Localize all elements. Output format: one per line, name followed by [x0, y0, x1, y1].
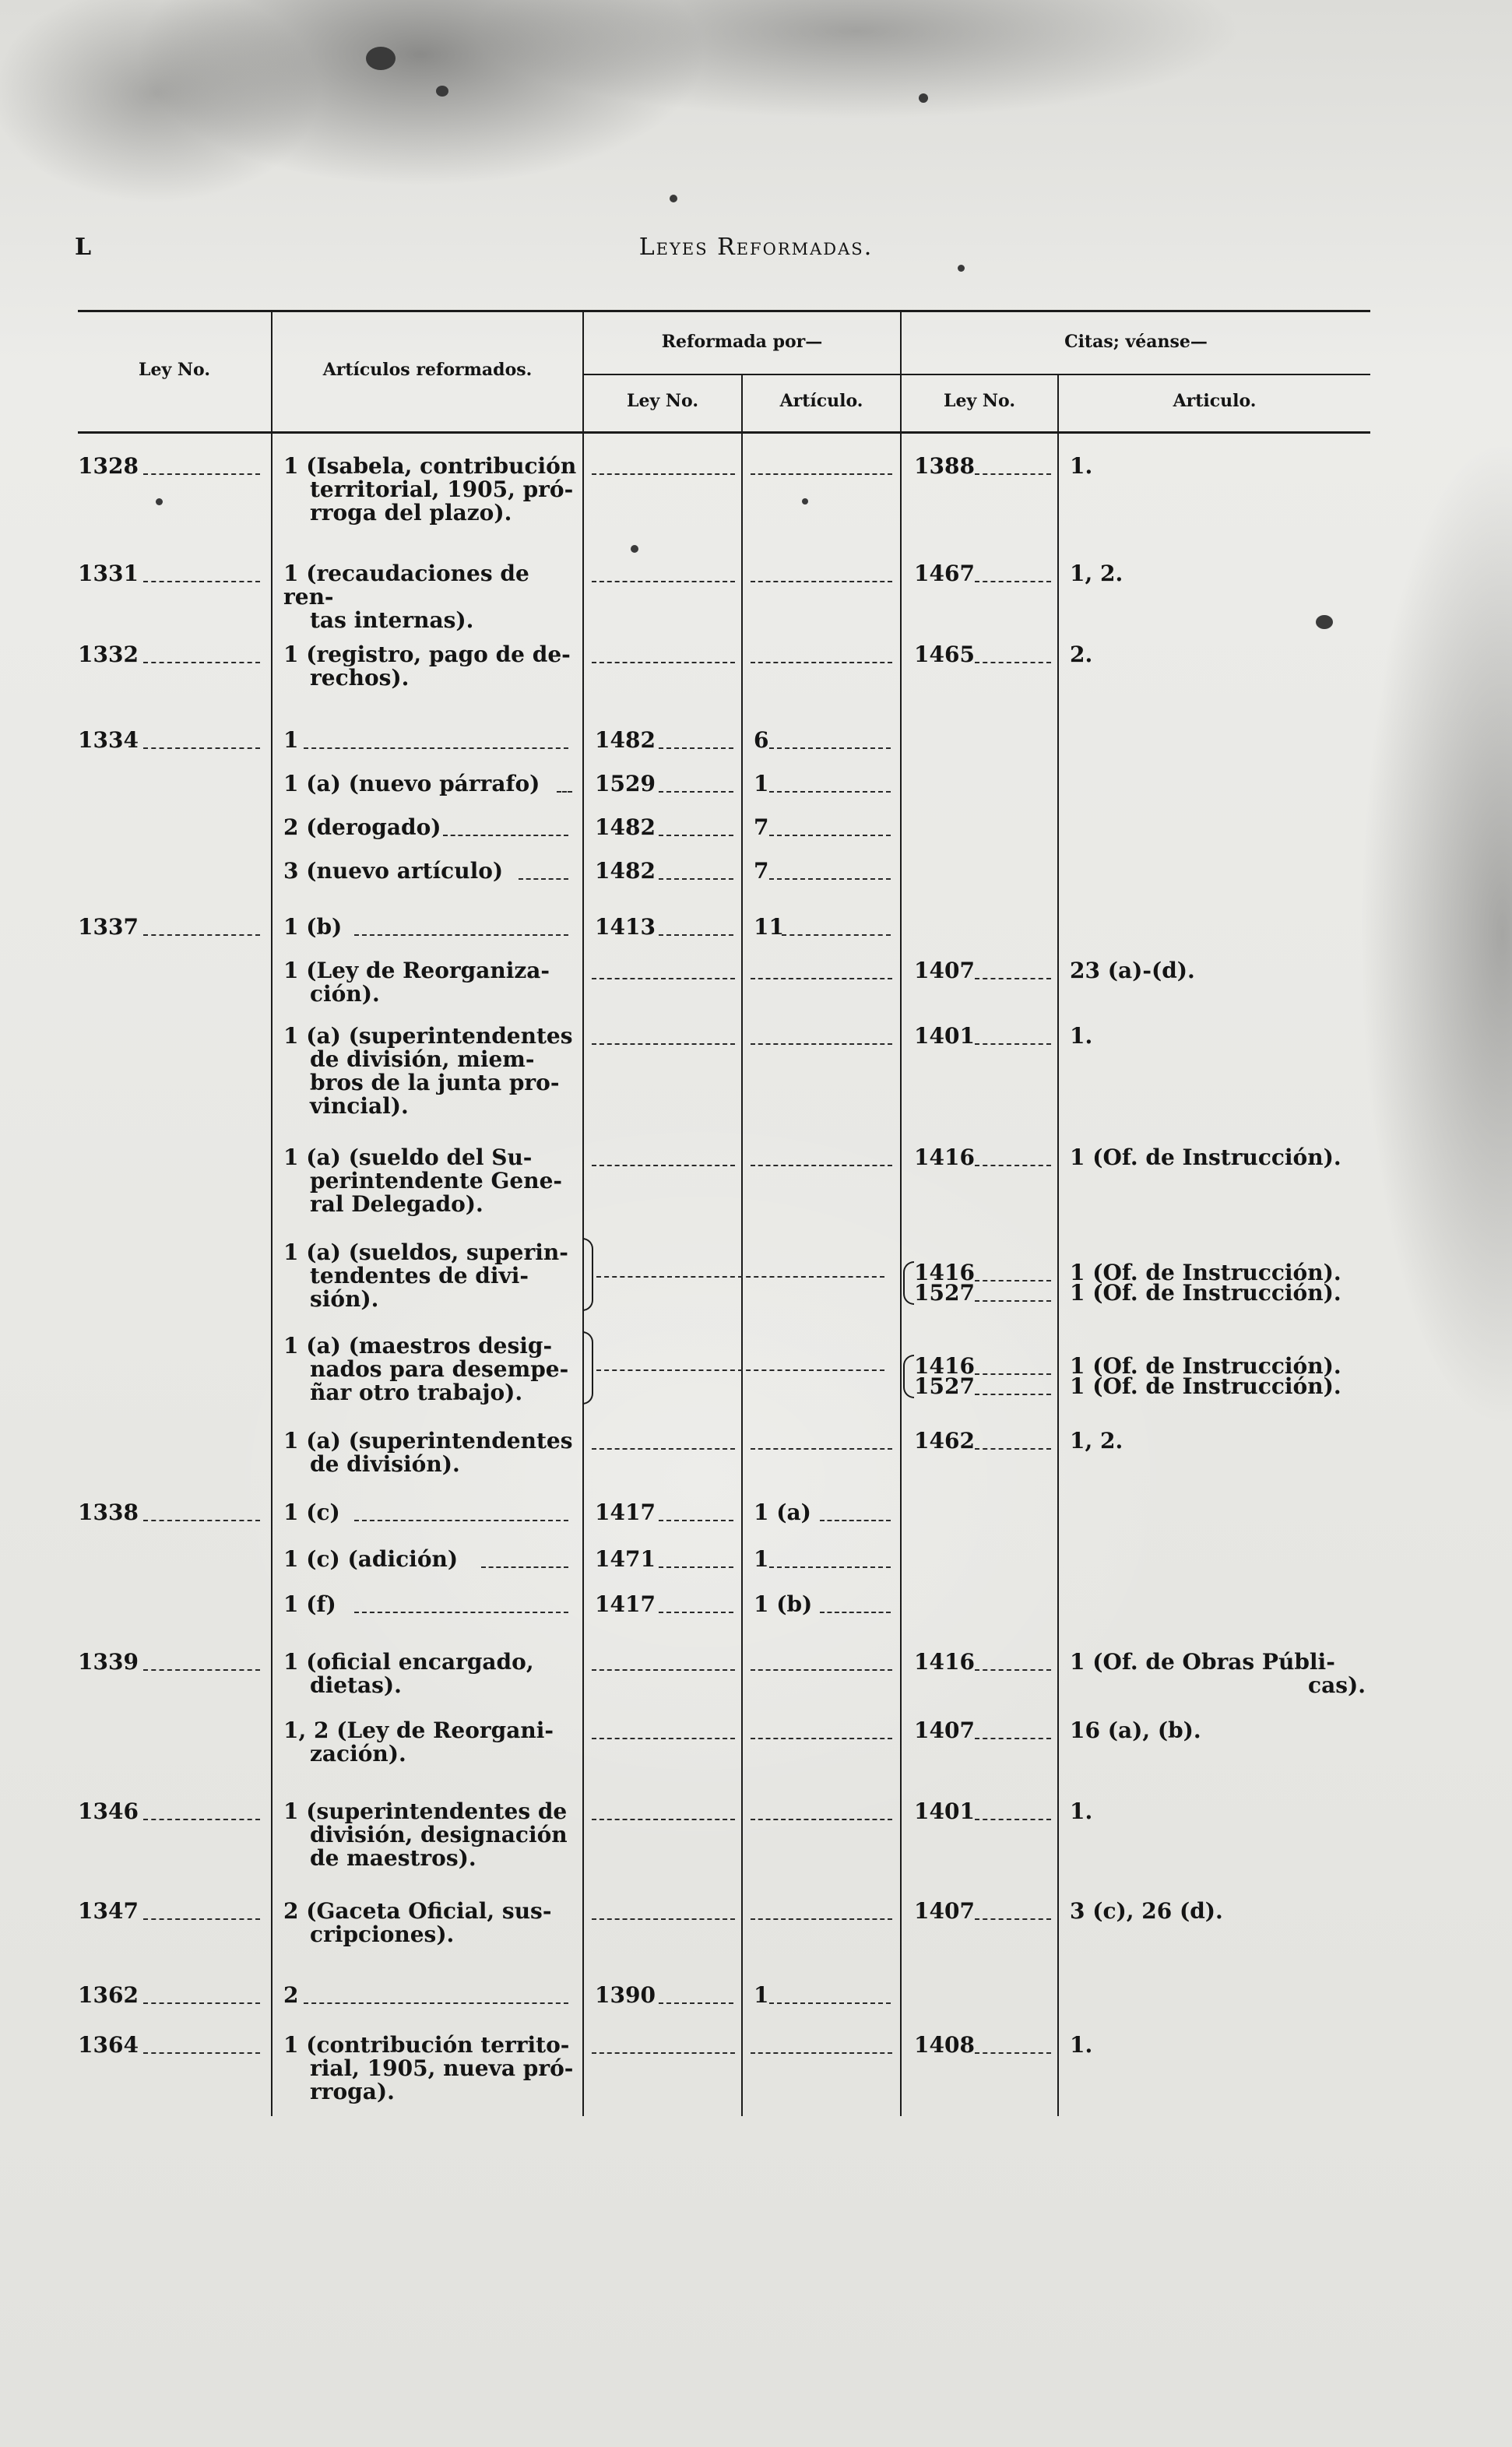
table-row [78, 455, 1370, 529]
empty-leader [751, 2052, 892, 2054]
amended-by-article-leader [769, 1566, 891, 1568]
articles-amended [283, 1800, 579, 1870]
articles-line: 1 (Ley de Reorganiza- [283, 958, 550, 983]
amended-by-law: 1482 [595, 814, 656, 840]
cited-law-leader [975, 1738, 1051, 1739]
table-row [78, 772, 1370, 800]
subheader-rule [582, 374, 1370, 375]
amended-by-article-leader [820, 1612, 891, 1613]
page-folio: L [75, 234, 92, 261]
cited-law-leader [975, 2052, 1051, 2054]
cited-law: 1401 [914, 1023, 975, 1049]
empty-leader [751, 978, 892, 979]
cited-law: 1527 [914, 1280, 975, 1306]
cited-law-leader [975, 662, 1051, 663]
cited-article-line: 1 (Of. de Obras Públi- [1070, 1649, 1335, 1675]
law-number: 1328 [78, 453, 139, 479]
cited-law: 1527 [914, 1373, 975, 1399]
law-number: 1347 [78, 1898, 139, 1924]
amended-by-article-leader [769, 878, 891, 880]
empty-leader [592, 473, 735, 475]
amended-by-law-leader [659, 1566, 733, 1568]
table-row [78, 1025, 1370, 1123]
bracket-leader [596, 1369, 884, 1371]
articles-amended [283, 1900, 579, 1946]
table-row [78, 1548, 1370, 1576]
cited-law-leader [975, 1918, 1051, 1920]
table-row [78, 1429, 1370, 1481]
law-leader [143, 581, 260, 582]
amended-by-law: 1471 [595, 1546, 656, 1572]
page-title: Leyes Reformadas. [638, 234, 874, 261]
articles-amended [283, 455, 579, 525]
articles-line: zación). [310, 1741, 406, 1767]
empty-leader [592, 1043, 735, 1045]
amended-by-law-leader [659, 1612, 733, 1613]
empty-leader [592, 1918, 735, 1920]
amended-by-article: 1 [754, 1546, 769, 1572]
articles-line: de maestros). [310, 1845, 476, 1871]
law-number: 1364 [78, 2032, 139, 2058]
articles-amended [283, 562, 579, 632]
articles-amended [283, 959, 579, 1006]
cited-law-leader [975, 1819, 1051, 1820]
articles-amended: 1 (c) (adición) [283, 1546, 459, 1572]
articles-line: sión). [310, 1286, 379, 1312]
empty-leader [592, 1819, 735, 1820]
amended-by-law: 1417 [595, 1591, 656, 1617]
amended-by-article-leader [820, 1520, 891, 1521]
articles-line: 1 (a) (sueldo del Su- [283, 1144, 533, 1170]
articles-amended: 1 (b) [283, 914, 343, 940]
cited-article: 1 (Of. de Instrucción). [1070, 1280, 1341, 1306]
articles-line: división, designación [310, 1822, 568, 1848]
empty-leader [592, 1448, 735, 1450]
empty-leader [592, 581, 735, 582]
table-row [78, 959, 1370, 1011]
amended-by-law: 1482 [595, 727, 656, 753]
header-ref-ley-no: Ley No. [627, 391, 698, 411]
cited-article: 1. [1070, 1023, 1093, 1049]
articles-line: tendentes de divi- [310, 1263, 529, 1289]
cited-article: 23 (a)-(d). [1070, 958, 1195, 983]
cited-article: 1 (Of. de Instrucción). [1070, 1373, 1341, 1399]
amended-by-article: 7 [754, 814, 769, 840]
law-number: 1334 [78, 727, 139, 753]
cited-law: 1467 [914, 561, 975, 586]
amended-by-law-leader [659, 747, 733, 749]
articles-line: cripciones). [310, 1921, 455, 1947]
cited-article: 1. [1070, 1798, 1093, 1824]
cited-article: 1 (Of. de Instrucción). [1070, 1353, 1341, 1379]
table-row [78, 1501, 1370, 1529]
cited-article: 2. [1070, 642, 1093, 667]
articles-line: rroga). [310, 2079, 395, 2104]
law-leader [143, 1520, 260, 1521]
amended-by-article: 1 [754, 1982, 769, 2008]
law-leader [143, 2002, 260, 2004]
empty-leader [751, 1165, 892, 1166]
articles-amended [283, 643, 579, 690]
amended-by-law: 1390 [595, 1982, 656, 2008]
cited-law-leader [975, 1165, 1051, 1166]
articles-line: vincial). [310, 1093, 409, 1119]
table-row [78, 1241, 1370, 1316]
articles-line: rroga del plazo). [310, 500, 512, 526]
articles-line: 1 (a) (superintendentes [283, 1023, 573, 1049]
cited-article-line: cas). [1308, 1672, 1366, 1698]
law-number: 1362 [78, 1982, 139, 2008]
cited-law-leader [975, 1373, 1051, 1375]
empty-leader [592, 2052, 735, 2054]
articles-line: dietas). [310, 1672, 402, 1698]
articles-line: nados para desempe- [310, 1356, 569, 1382]
articles-line: 1 (superintendentes de [283, 1798, 568, 1824]
amended-by-law-leader [659, 791, 733, 793]
empty-leader [592, 978, 735, 979]
brace-left [903, 1355, 914, 1398]
empty-leader [751, 1669, 892, 1671]
articles-amended: 1 (a) (nuevo párrafo) [283, 771, 540, 796]
articles-line: 1 (a) (maestros desig- [283, 1333, 553, 1359]
articles-amended [283, 2034, 579, 2104]
articles-amended [283, 1025, 579, 1118]
empty-leader [751, 1819, 892, 1820]
table-row [78, 1800, 1370, 1875]
cited-law: 1388 [914, 453, 975, 479]
cited-article: 1 (Of. de Instrucción). [1070, 1260, 1341, 1285]
header-ref-articulo: Artículo. [779, 391, 863, 411]
articles-line: de división, miem- [310, 1046, 535, 1072]
amended-by-law: 1417 [595, 1499, 656, 1525]
articles-line: territorial, 1905, pró- [310, 476, 574, 502]
articles-line: ción). [310, 981, 380, 1007]
law-leader [143, 747, 260, 749]
articles-amended: 2 [283, 1982, 299, 2008]
articles-amended [283, 1429, 579, 1476]
law-number: 1338 [78, 1499, 139, 1525]
cited-article: 1, 2. [1070, 561, 1123, 586]
empty-leader [751, 1043, 892, 1045]
articles-amended: 2 (derogado) [283, 814, 441, 840]
law-number: 1346 [78, 1798, 139, 1824]
empty-leader [592, 1165, 735, 1166]
table-row [78, 2034, 1370, 2108]
articles-amended [283, 1719, 579, 1766]
law-number: 1331 [78, 561, 139, 586]
empty-leader [592, 662, 735, 663]
empty-leader [751, 662, 892, 663]
cited-law-leader [975, 1300, 1051, 1302]
running-head [75, 234, 1437, 268]
articles-amended: 3 (nuevo artículo) [283, 858, 504, 884]
amended-by-article: 7 [754, 858, 769, 884]
table-row [78, 643, 1370, 694]
table-row [78, 1651, 1370, 1702]
header-articulos: Artículos reformados. [322, 360, 533, 380]
articles-line: ral Delegado). [310, 1191, 483, 1217]
amended-by-law: 1413 [595, 914, 656, 940]
cited-law-leader [975, 1669, 1051, 1671]
cited-law-leader [975, 1043, 1051, 1045]
amended-by-law-leader [659, 835, 733, 836]
articles-amended [283, 1241, 579, 1311]
articles-line: bros de la junta pro- [310, 1070, 560, 1095]
brace-left [903, 1261, 914, 1305]
articles-amended [283, 1334, 579, 1405]
cited-law: 1408 [914, 2032, 975, 2058]
cited-law: 1401 [914, 1798, 975, 1824]
cited-article: 16 (a), (b). [1070, 1717, 1201, 1743]
table-row [78, 1984, 1370, 2012]
cited-law-leader [975, 1394, 1051, 1395]
articles-amended: 1 (c) [283, 1499, 340, 1525]
articles-line: ñar otro trabajo). [310, 1380, 523, 1405]
cited-law: 1407 [914, 1717, 975, 1743]
law-number: 1332 [78, 642, 139, 667]
cited-article: 1. [1070, 2032, 1093, 2058]
articles-line: 1 (oficial encargado, [283, 1649, 534, 1675]
table-row [78, 561, 1370, 633]
law-number: 1339 [78, 1649, 139, 1675]
cited-article: 3 (c), 26 (d). [1070, 1898, 1223, 1924]
empty-leader [751, 1738, 892, 1739]
cited-law: 1416 [914, 1260, 975, 1285]
articles-line: 1 (registro, pago de de- [283, 642, 571, 667]
empty-leader [592, 1669, 735, 1671]
cited-law: 1407 [914, 958, 975, 983]
table-row [78, 729, 1370, 757]
articles-line: 1 (a) (superintendentes [283, 1428, 573, 1454]
amended-by-law-leader [659, 1520, 733, 1521]
law-leader [143, 934, 260, 936]
articles-amended: 1 (f) [283, 1591, 336, 1617]
table-row [78, 1146, 1370, 1221]
cited-law: 1465 [914, 642, 975, 667]
table-row [78, 1900, 1370, 1951]
empty-leader [751, 473, 892, 475]
articles-amended: 1 [283, 727, 299, 753]
amended-by-law-leader [659, 2002, 733, 2004]
articles-line: perintendente Gene- [310, 1168, 563, 1194]
law-leader [143, 1918, 260, 1920]
header-citas: Citas; véanse— [1064, 332, 1208, 352]
law-leader [143, 1669, 260, 1671]
articles-amended [283, 1146, 579, 1216]
articles-line: de división). [310, 1451, 460, 1477]
articles-line: 1 (Isabela, contribución [283, 453, 577, 479]
empty-leader [751, 1448, 892, 1450]
cited-law: 1416 [914, 1649, 975, 1675]
table-row [78, 816, 1370, 844]
articles-line: 2 (Gaceta Oficial, sus- [283, 1898, 552, 1924]
cited-law-leader [975, 581, 1051, 582]
cited-law: 1416 [914, 1144, 975, 1170]
bracket-leader [596, 1276, 884, 1278]
amended-by-law: 1482 [595, 858, 656, 884]
cited-law-leader [975, 473, 1051, 475]
amended-by-law-leader [659, 934, 733, 936]
law-leader [143, 1819, 260, 1820]
articles-line: rechos). [310, 665, 410, 691]
empty-leader [751, 1918, 892, 1920]
amended-by-law-leader [659, 878, 733, 880]
articles-line: 1 (a) (sueldos, superin- [283, 1239, 568, 1265]
law-number: 1337 [78, 914, 139, 940]
table-row [78, 916, 1370, 944]
amended-by-article: 11 [754, 914, 784, 940]
amended-by-article: 1 (a) [754, 1499, 811, 1525]
table-row [78, 1334, 1370, 1409]
articles-line: 1, 2 (Ley de Reorgani- [283, 1717, 554, 1743]
amended-by-article-leader [769, 791, 891, 793]
articles-line: 1 (contribución territo- [283, 2032, 570, 2058]
amended-by-article-leader [769, 747, 891, 749]
empty-leader [751, 581, 892, 582]
header-citas-articulo: Articulo. [1173, 391, 1257, 411]
header-citas-ley-no: Ley No. [944, 391, 1015, 411]
amended-by-article: 1 [754, 771, 769, 796]
table-row [78, 860, 1370, 888]
cited-law: 1407 [914, 1898, 975, 1924]
cited-article: 1. [1070, 453, 1093, 479]
table-row [78, 1593, 1370, 1621]
amended-by-article-leader [769, 835, 891, 836]
header-reformada-por: Reformada por— [661, 332, 823, 352]
amended-by-article: 6 [754, 727, 769, 753]
law-leader [143, 2052, 260, 2054]
cited-law: 1462 [914, 1428, 975, 1454]
empty-leader [592, 1738, 735, 1739]
law-leader [143, 662, 260, 663]
cited-law: 1416 [914, 1353, 975, 1379]
articles-amended [283, 1651, 579, 1697]
cited-law-leader [975, 978, 1051, 979]
brace-right [582, 1238, 593, 1311]
amended-laws-table [78, 310, 1370, 2116]
header-ley-no: Ley No. [139, 360, 210, 380]
amended-by-article-leader [769, 2002, 891, 2004]
articles-line: tas internas). [310, 607, 474, 633]
law-leader [143, 473, 260, 475]
brace-right [582, 1331, 593, 1405]
amended-by-article: 1 (b) [754, 1591, 813, 1617]
cited-article: 1, 2. [1070, 1428, 1123, 1454]
table-row [78, 1719, 1370, 1770]
cited-article [1070, 1651, 1366, 1697]
articles-line: rial, 1905, nueva pró- [310, 2055, 574, 2081]
cited-law-leader [975, 1448, 1051, 1450]
amended-by-article-leader [782, 934, 891, 936]
articles-line: 1 (recaudaciones de ren- [283, 561, 529, 610]
cited-article: 1 (Of. de Instrucción). [1070, 1144, 1341, 1170]
amended-by-law: 1529 [595, 771, 656, 796]
cited-law-leader [975, 1280, 1051, 1282]
